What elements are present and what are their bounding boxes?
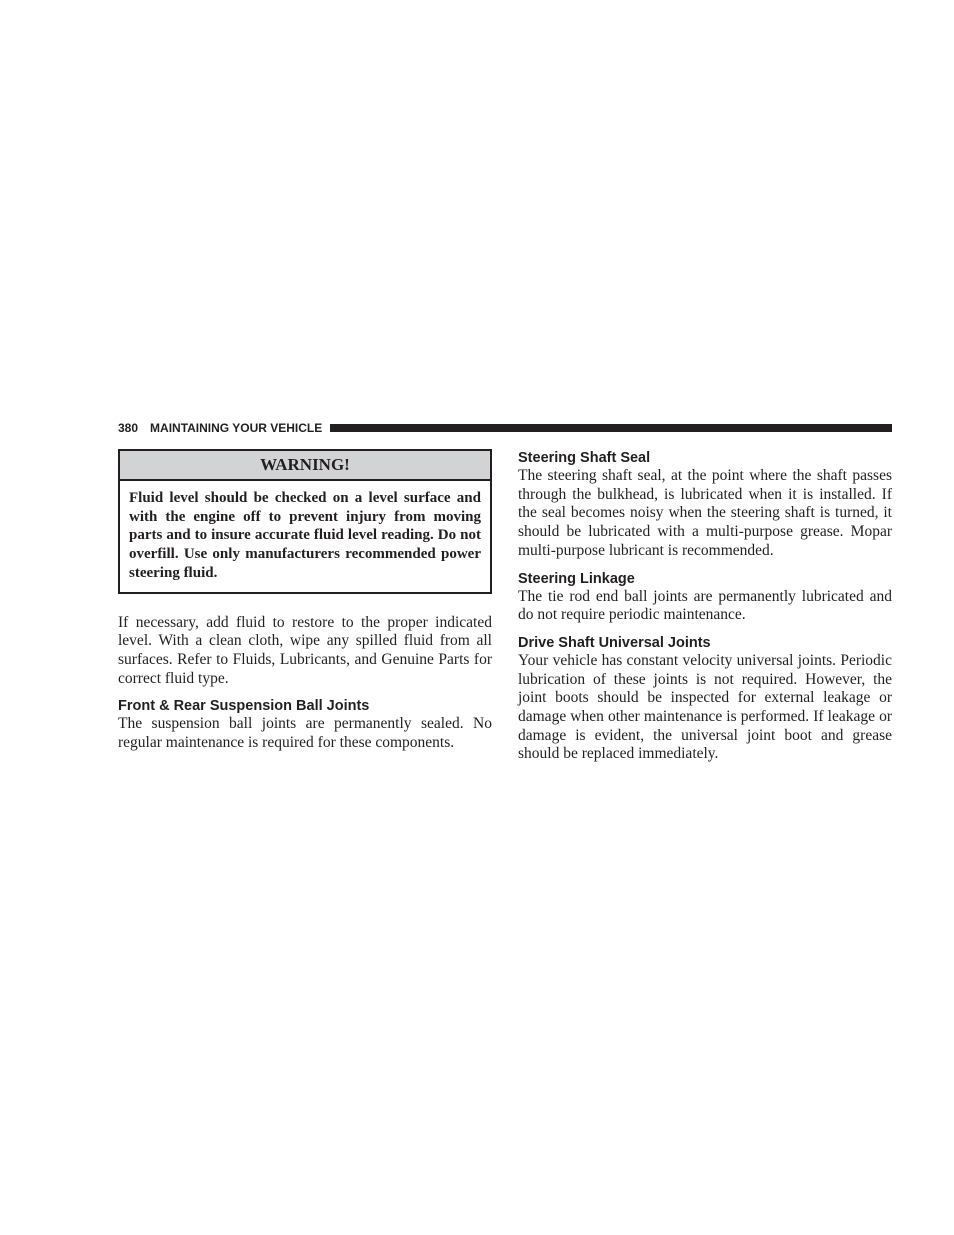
- section-heading-steering-shaft-seal: Steering Shaft Seal: [518, 450, 651, 466]
- section-heading-suspension-ball-joints: Front & Rear Suspension Ball Joints: [118, 698, 370, 715]
- section-title: MAINTAINING YOUR VEHICLE: [150, 421, 323, 435]
- warning-title: WARNING!: [120, 451, 490, 481]
- section-heading-drive-shaft-universal-joints: Drive Shaft Universal Joints: [518, 634, 711, 651]
- left-column: [118, 449, 492, 753]
- section-heading-steering-linkage: Steering Linkage: [518, 570, 635, 587]
- warning-box: [118, 449, 492, 594]
- section-body-suspension-ball-joints: The suspension ball joints are permanently sealed. No regular maintenance is required for these components.: [118, 715, 492, 752]
- right-column: [518, 449, 892, 764]
- header-rule: [330, 424, 892, 432]
- section-body-steering-shaft-seal: The steering shaft seal, at the point where the shaft passes through the bulkhead, is lubricated when it is installed. If the seal becomes noisy when the steering shaft is turned, it should be lubricated with a multi-purpose grease. Mopar multi-purpose lubricant is recommended.: [518, 467, 892, 559]
- section-body-steering-linkage: The tie rod end ball joints are permanently lubricated and do not require periodic maintenance.: [518, 587, 892, 624]
- section-body-drive-shaft-universal-joints: Your vehicle has constant velocity universal joints. Periodic lubrication of these joints is not required. However, the joint boots should be inspected for external leakage or damage when other maintenance is performed. If leakage or damage is evident, the universal joint boot and grease should be replaced immediately.: [518, 651, 892, 763]
- fluid-paragraph: If necessary, add fluid to restore to the proper indicated level. With a clean cloth, wipe any spilled fluid from all surfaces. Refer to Fluids, Lubricants, and Genuine Parts for correct fluid type.: [118, 613, 492, 687]
- page-header: [118, 420, 892, 436]
- warning-text: Fluid level should be checked on a level surface and with the engine off to prevent injury from moving parts and to insure accurate fluid level reading. Do not overfill. Use only manufacturers recommended power steering fluid.: [129, 490, 481, 581]
- page-number: 380: [118, 421, 139, 435]
